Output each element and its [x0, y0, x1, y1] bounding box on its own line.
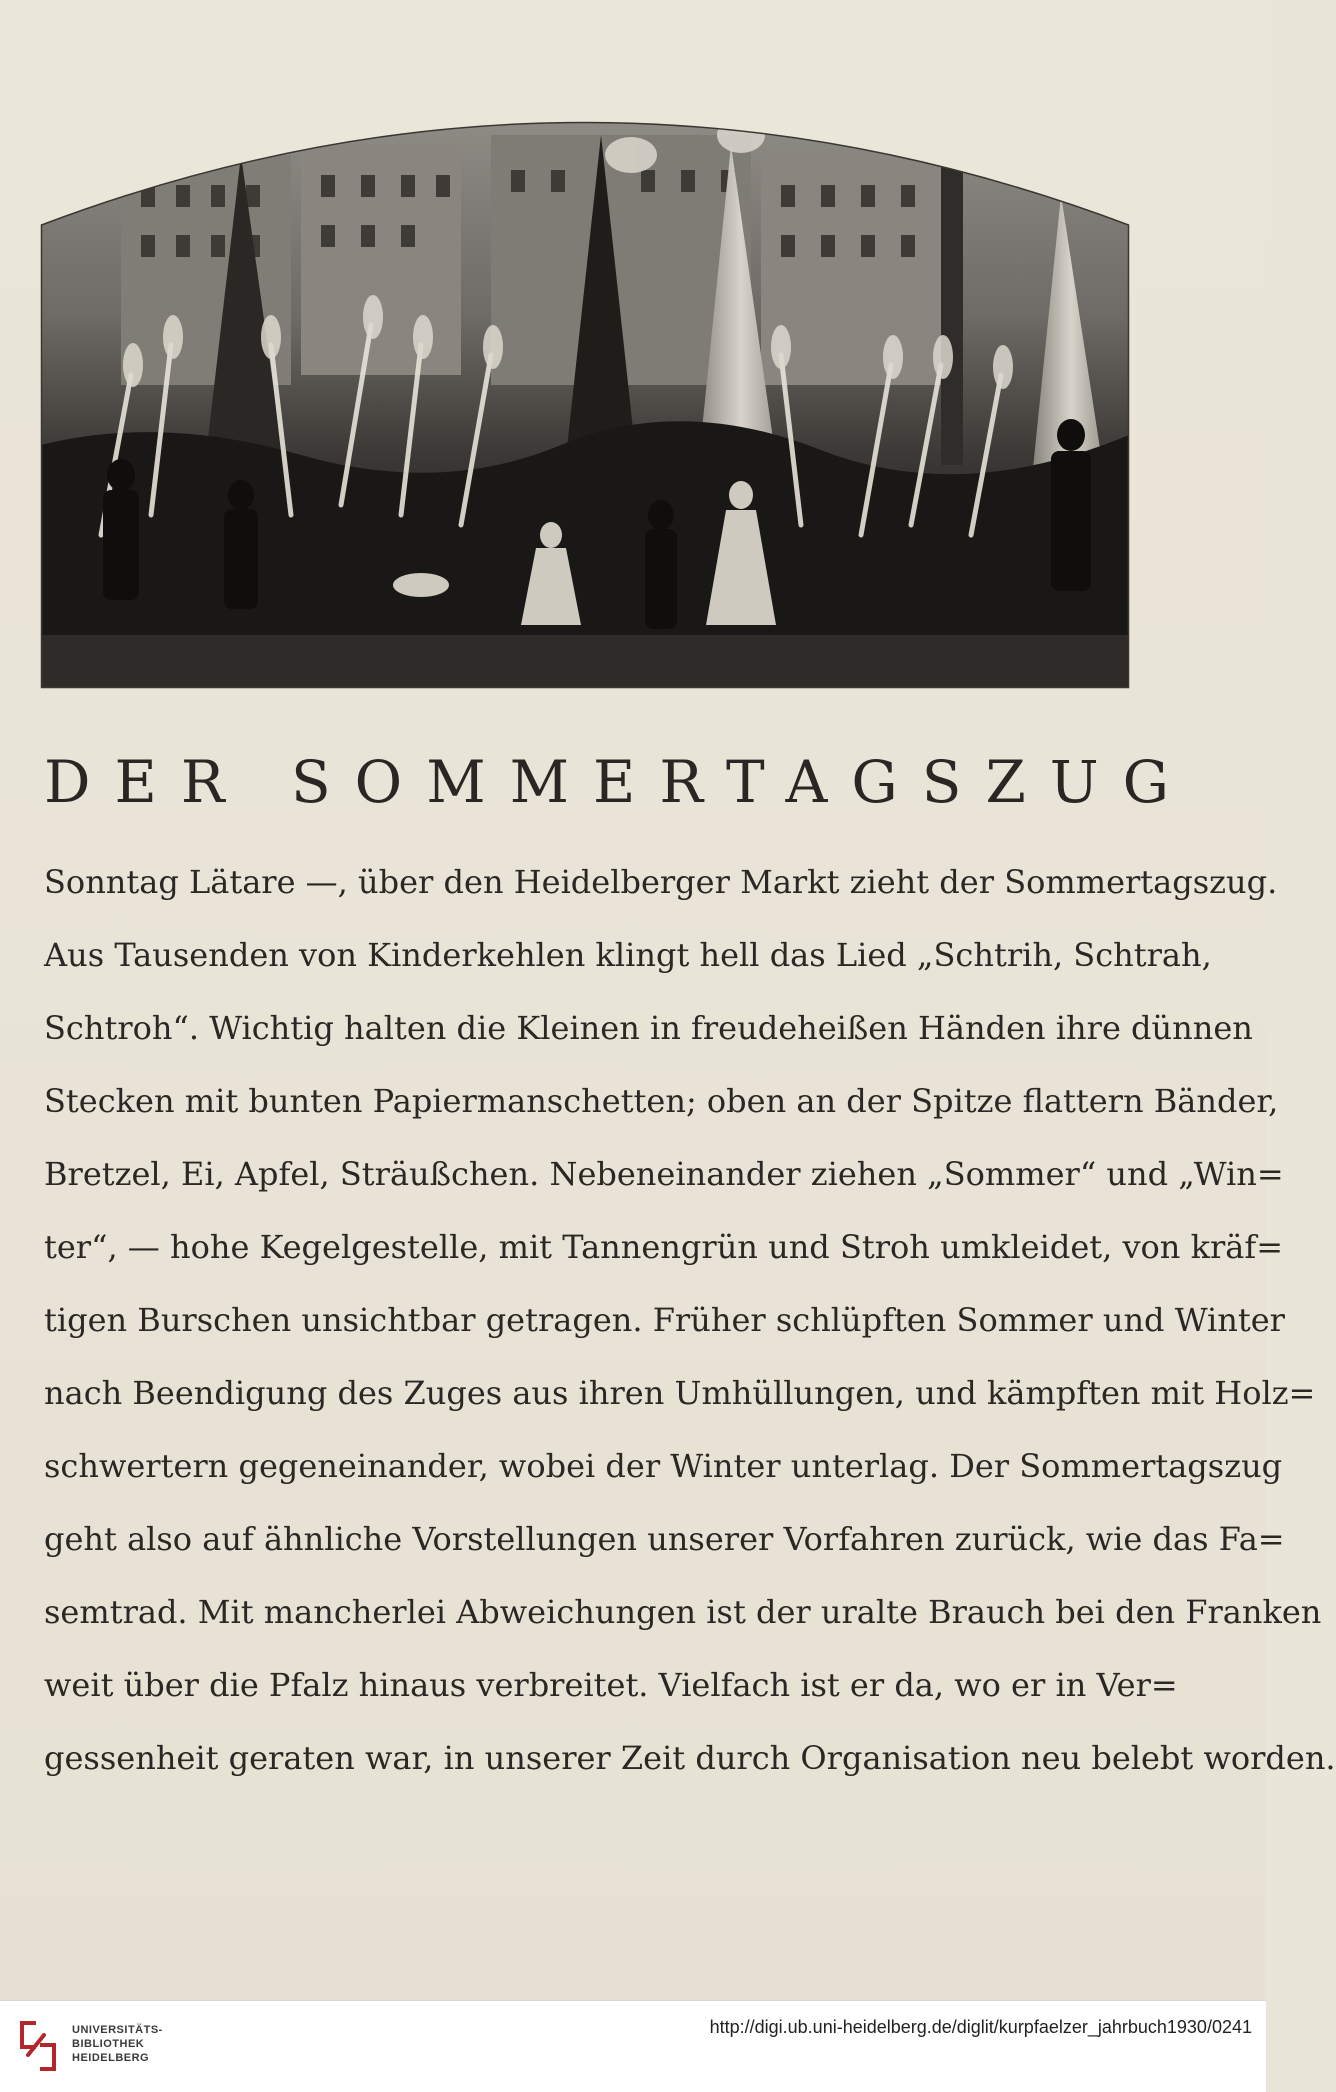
library-name-line: BIBLIOTHEK	[72, 2038, 145, 2050]
library-name	[72, 2023, 163, 2065]
footer-bar	[0, 2000, 1266, 2092]
paragraph-line: tigen Burschen unsichtbar getragen. Früher schlüpften Sommer und Winter	[44, 1301, 1285, 1339]
parade-photograph-image	[41, 115, 1129, 688]
source-url-link[interactable]: http://digi.ub.uni-heidelberg.de/diglit/kurpfaelzer_jahrbuch1930/0241	[709, 2017, 1252, 2037]
parade-photograph	[41, 115, 1129, 688]
paragraph-line: Stecken mit bunten Papiermanschetten; oben an der Spitze flattern Bänder,	[44, 1082, 1279, 1120]
paragraph-line: gessenheit geraten war, in unserer Zeit durch Organisation neu belebt worden.	[44, 1739, 1336, 1777]
paragraph-line: schwertern gegeneinander, wobei der Winter unterlag. Der Sommertagszug	[44, 1447, 1283, 1485]
paragraph-line: Sonntag Lätare —, über den Heidelberger Markt zieht der Sommertagszug.	[44, 863, 1278, 901]
paragraph-line: nach Beendigung des Zuges aus ihren Umhüllungen, und kämpften mit Holz=	[44, 1374, 1316, 1412]
paragraph-line: Bretzel, Ei, Apfel, Sträußchen. Nebeneinander ziehen „Sommer“ und „Win=	[44, 1155, 1284, 1193]
paragraph-line: geht also auf ähnliche Vorstellungen unserer Vorfahren zurück, wie das Fa=	[44, 1520, 1285, 1558]
paragraph-line: semtrad. Mit mancherlei Abweichungen ist der uralte Brauch bei den Franken	[44, 1593, 1322, 1631]
library-name-line: HEIDELBERG	[72, 2052, 150, 2064]
paragraph-line: Schtroh“. Wichtig halten die Kleinen in freudeheißen Händen ihre dünnen	[44, 1009, 1253, 1047]
page-title: DER SOMMERTAGSZUG	[44, 748, 1193, 816]
university-library-logo-icon[interactable]	[14, 2015, 62, 2077]
body-paragraph	[44, 852, 1336, 1801]
paragraph-line: ter“, — hohe Kegelgestelle, mit Tannengrün und Stroh umkleidet, von kräf=	[44, 1228, 1283, 1266]
paragraph-line: weit über die Pfalz hinaus verbreitet. Vielfach ist er da, wo er in Ver=	[44, 1666, 1178, 1704]
library-name-line: UNIVERSITÄTS-	[72, 2024, 163, 2036]
paragraph-line: Aus Tausenden von Kinderkehlen klingt hell das Lied „Schtrih, Schtrah,	[44, 936, 1212, 974]
